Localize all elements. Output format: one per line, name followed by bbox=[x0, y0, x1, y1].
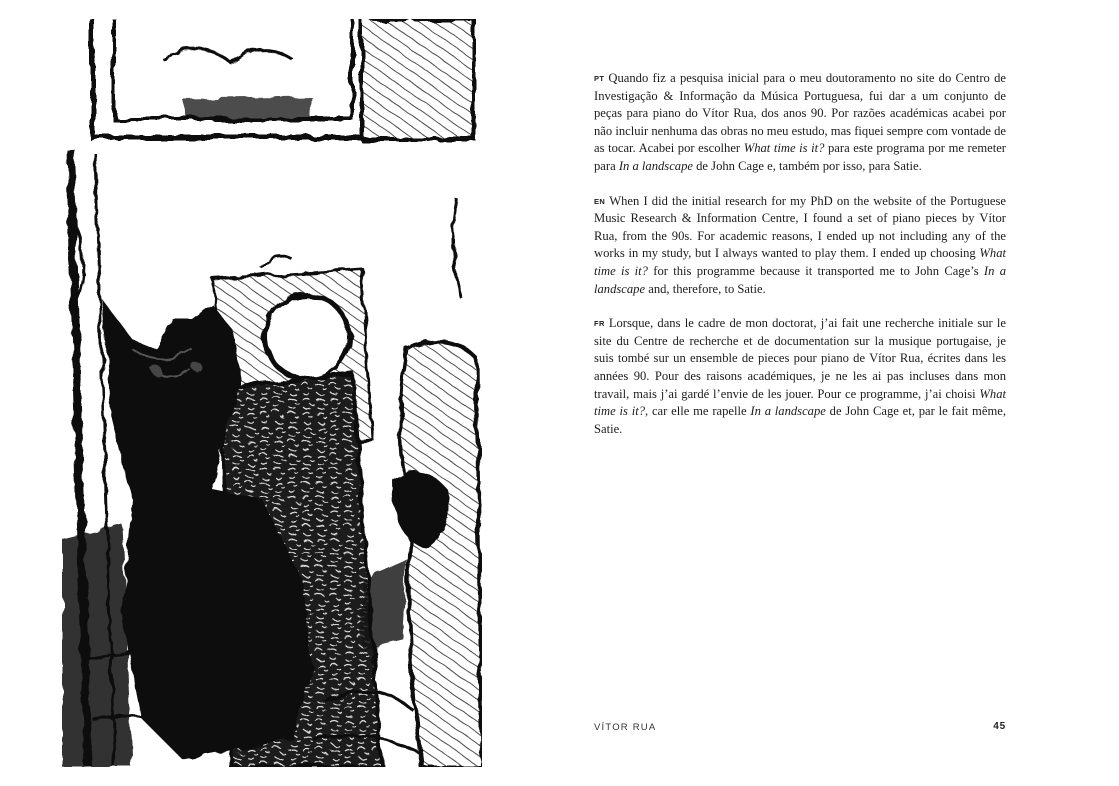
paragraph-en bbox=[594, 193, 1006, 299]
work-title: What time is it? bbox=[594, 386, 1006, 419]
work-title: In a landscape bbox=[750, 404, 826, 419]
work-title: What time is it? bbox=[594, 246, 1006, 278]
cat-photo-illustration bbox=[62, 19, 482, 767]
cat-photo bbox=[62, 19, 482, 767]
paragraph-text: , car elle me rapelle bbox=[645, 404, 751, 419]
paragraph-text: for this programme because it transported me to John Cage’s bbox=[647, 263, 984, 278]
text-column bbox=[594, 70, 1006, 455]
paragraph-text: and, therefore, to Satie. bbox=[645, 281, 766, 296]
paragraph-text: Lorsque, dans le cadre de mon doctorat, j’ai fait une recherche initiale sur le site du Centre de recherche et de documentation sur la musique portugaise, je suis tombé sur un ensemble de pieces pour piano de Vítor Rua, écrites dans les années 90. Pour des raisons académiques, je ne les ai pas incluses dans mon travail, mais j’ai gardé l’envie de les jouer. Pour ce programme, j’ai choisi bbox=[594, 316, 1006, 401]
paragraph-text: de John Cage e, também por isso, para Satie. bbox=[692, 158, 922, 173]
page-number: 45 bbox=[993, 721, 1006, 732]
work-title: In a landscape bbox=[618, 158, 693, 173]
footer-author: VÍTOR RUA bbox=[594, 722, 657, 733]
work-title: What time is it? bbox=[743, 141, 825, 156]
paragraph-text: Quando fiz a pesquisa inicial para o meu doutoramento no site do Centro de Investigação & Informação da Música Portuguesa, fui dar a um conjunto de peças para piano do Vítor Rua, dos anos 90. Por razões académicas acabei por não incluir nenhuma das obras no meu estudo, mas fiquei sempre com vontade de as tocar. Acabei por escolher bbox=[594, 71, 1006, 156]
language-tag: PT bbox=[594, 74, 605, 83]
paragraph-text: para este programa por me remeter para bbox=[594, 141, 1006, 173]
paragraph-pt bbox=[594, 70, 1006, 176]
language-tag: FR bbox=[594, 319, 605, 329]
paragraph-fr bbox=[594, 315, 1006, 438]
paragraph-text: de John Cage et, par le fait même, Satie. bbox=[594, 404, 1006, 436]
work-title: In a landscape bbox=[594, 263, 1006, 296]
paragraph-text: When I did the initial research for my PhD on the website of the Portuguese Music Research & Information Centre, I found a set of piano pieces by Vítor Rua, from the 90s. For academic reasons, I ended up not including any of the works in my study, but I always wanted to play them. I ended up choosing bbox=[594, 193, 1006, 261]
language-tag: EN bbox=[594, 196, 606, 206]
